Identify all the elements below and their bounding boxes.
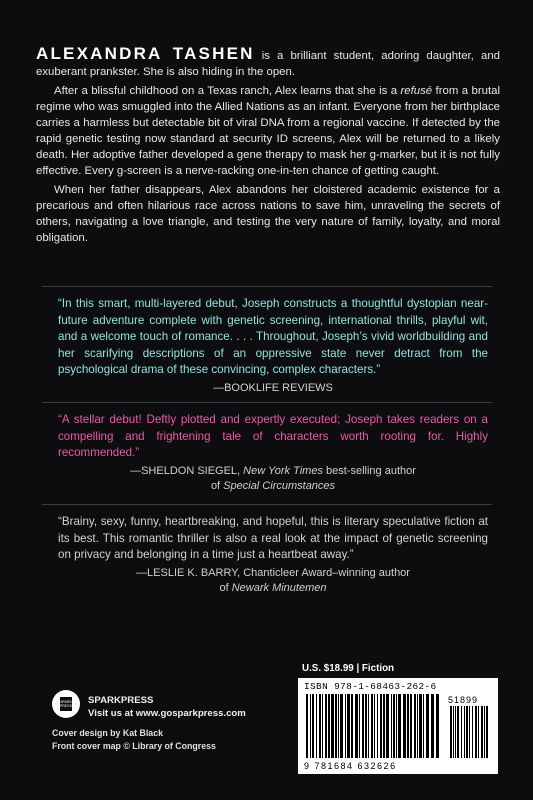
blurb-p2-text-b: from a brutal regime who was smuggled into the Allied Nations as an infant. Everyone from her birthplace carries a harmless but detectable bit of viral DNA from a regional vaccine. If detected by the rapid genetic testing now standard at security ID screens, Alex will be returned to a likely death. Her adoptive father developed a gene therapy to mask her g-marker, but it is not fully effective. Every g-screen is a nerve-racking one-in-ten chance of getting caught. — [36, 85, 500, 177]
blurb-paragraph-3: When her father disappears, Alex abandons her cloistered academic existence for a precarious and often hilarious race across nations to save him, unraveling the secrets of others, navigating a love triangle, and testing the very nature of family, loyalty, and moral obligation. — [36, 184, 500, 244]
isbn-barcode — [298, 678, 498, 774]
blurb-p1-text: is a brilliant student, adoring daughter, and exuberant prankster. She is also hiding in the open. — [36, 50, 500, 78]
review-quote-siegel — [58, 412, 488, 494]
cover-design-credit: Cover design by Kat Black — [52, 728, 163, 738]
divider — [42, 504, 492, 505]
blurb-paragraph-2 — [36, 83, 500, 179]
map-credit: Front cover map © Library of Congress — [52, 741, 216, 751]
publisher-info — [88, 694, 246, 720]
protagonist-name: ALEXANDRA TASHEN — [36, 44, 255, 63]
publisher-website: Visit us at www.gosparkpress.com — [88, 708, 246, 719]
publisher-name: SPARKPRESS — [88, 695, 154, 706]
attrib-part: of — [210, 479, 224, 492]
blurb-paragraph-1 — [36, 46, 500, 80]
logo-text: SPARK PRESS — [60, 700, 72, 708]
attrib-italic: Newark Minutemen — [231, 581, 327, 594]
attrib-part: of — [219, 581, 232, 594]
sparkpress-logo-icon — [52, 690, 80, 718]
blurb-p2-text-a: After a blissful childhood on a Texas ranch, Alex learns that she is a — [54, 85, 401, 97]
ean-number: 9 781684 632626 — [304, 761, 397, 771]
divider — [42, 402, 492, 403]
attrib-italic: Special Circumstances — [223, 479, 336, 492]
attrib-part: best-selling author — [322, 464, 416, 477]
quote-attribution — [58, 566, 488, 596]
price-addon-number: 51899 — [448, 695, 479, 705]
attrib-part: —SHELDON SIEGEL, — [130, 464, 244, 477]
book-description — [36, 46, 500, 249]
quote-attribution — [58, 464, 488, 494]
quote-text: “Brainy, sexy, funny, heartbreaking, and hopeful, this is literary speculative fiction at its best. This romantic thriller is also a real look at the impact of genetic screening on privacy and belonging in a time just a heartbeat away.” — [58, 515, 488, 561]
review-quote-barry — [58, 514, 488, 596]
cover-credits — [52, 727, 216, 753]
review-quote-booklife — [58, 296, 488, 396]
divider — [42, 286, 492, 287]
price-label: U.S. $18.99 | Fiction — [302, 663, 395, 674]
attrib-italic: New York Times — [243, 464, 323, 477]
quote-text: “A stellar debut! Deftly plotted and expertly executed; Joseph takes readers on a compelling and frightening tale of characters worth rooting for. Highly recommended.” — [58, 413, 488, 459]
isbn-number: ISBN 978-1-68463-262-6 — [304, 681, 437, 692]
attrib-part: —LESLIE K. BARRY, Chanticleer Award–winning author — [136, 566, 410, 579]
quote-attribution: —BOOKLIFE REVIEWS — [213, 381, 333, 394]
blurb-p2-italic: refusé — [400, 85, 433, 97]
quote-text: “In this smart, multi-layered debut, Joseph constructs a thoughtful dystopian near-future adventure complete with genetic screening, international thrills, playful wit, and a welcome touch of romance. . . . Throughout, Joseph’s vivid worldbuilding and her scarifying descriptions of an oppressive state never detract from the psychological drama of these convincing, complex characters.” — [58, 297, 488, 376]
